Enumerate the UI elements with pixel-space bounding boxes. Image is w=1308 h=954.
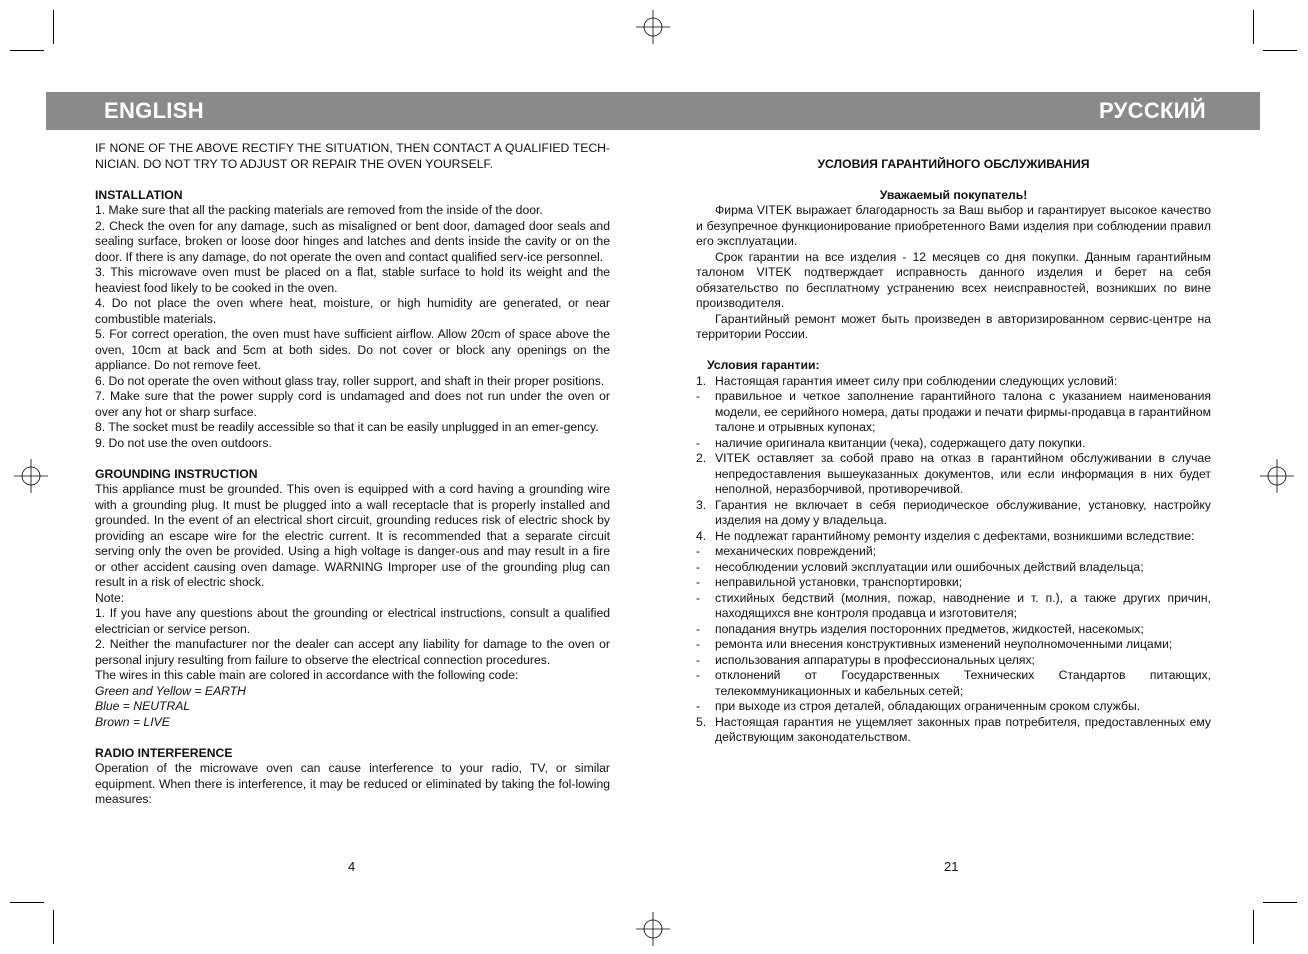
condition-marker: - (696, 590, 701, 605)
condition-text: механических повреждений; (715, 544, 877, 558)
wire-code: Brown = LIVE (95, 714, 170, 729)
condition-item (696, 560, 1211, 576)
english-title: ENGLISH (104, 98, 204, 123)
warranty-greeting: Уважаемый покупатель! (879, 187, 1028, 202)
warranty-paragraph: Срок гарантии на все изделия - 12 месяцев со дня покупки. Данным гарантийным талоном VITEK подтверждает исправность данного изделия и берет на себя обязательство по бесплатному устранению всех неисправностей, возникших по вине производителя. (696, 249, 1211, 310)
condition-text: стихийных бедствий (молния, пожар, наводнение и т. п.), а также других причин, находящихся вне контроля продавца и изготовителя; (715, 590, 1211, 620)
language-header-bar (46, 92, 1260, 130)
condition-marker: - (696, 559, 701, 574)
condition-item (696, 544, 1211, 560)
grounding-heading: GROUNDING INSTRUCTION (95, 466, 258, 481)
installation-item: 9. Do not use the oven outdoors. (95, 435, 272, 450)
registration-mark-icon (636, 912, 670, 946)
radio-body: Operation of the microwave oven can cause interference to your radio, TV, or similar equipment. When there is interference, it may be reduced or eliminated by taking the fol-lowing measures: (95, 761, 610, 806)
condition-text: Настоящая гарантия не ущемляет законных прав потребителя, предоставленных ему действующим законодательством. (715, 714, 1211, 744)
registration-mark-icon (14, 459, 48, 493)
condition-text: при выходе из строя деталей, обладающих ограниченным сроком службы. (715, 699, 1141, 713)
condition-item (696, 637, 1211, 653)
condition-marker: 2. (696, 451, 707, 465)
condition-item (696, 622, 1211, 638)
condition-marker: 4. (696, 528, 707, 543)
condition-marker: - (696, 668, 701, 682)
condition-marker: - (696, 575, 701, 589)
condition-marker: - (696, 389, 701, 403)
condition-item (696, 653, 1211, 669)
condition-text: Настоящая гарантия имеет силу при соблюдении следующих условий: (715, 373, 1118, 388)
crop-mark (10, 902, 44, 903)
installation-item: 5. For correct operation, the oven must have sufficient airflow. Allow 20cm of space above the oven, 10cm at back and 5cm at both sides. Do not cover or block any openings on the appliance. Do not remove feet. (95, 327, 610, 372)
condition-item (696, 699, 1211, 715)
installation-item: 1. Make sure that all the packing materials are removed from the inside of the door. (95, 203, 543, 217)
grounding-body: This appliance must be grounded. This oven is equipped with a cord having a grounding wire with a grounding plug. It must be plugged into a wall receptacle that is properly installed and grounded. In the event of an electrical short circuit, grounding reduces risk of electric shock by providing an escape wire for the electric current. It is recommended that a separate circuit serving only the oven be provided. Using a high voltage is danger-ous and may result in a fire or other accident causing oven damage. WARNING Improper use of the grounding plug can result in a risk of electric shock. (95, 482, 610, 589)
page-number-right: 21 (944, 859, 959, 874)
page-number-left: 4 (348, 859, 356, 874)
crop-mark (10, 50, 44, 51)
condition-marker: - (696, 699, 701, 713)
condition-marker: - (696, 637, 701, 651)
condition-text: Не подлежат гарантийному ремонту изделия с дефектами, возникшими вследствие: (715, 528, 1195, 543)
condition-text: правильное и четкое заполнение гарантийного талона с указанием наименования модели, ее серийного номера, даты продажи и печати фирмы-продавца в гарантийном талоне и отрывных купонах; (715, 389, 1211, 434)
condition-item (696, 374, 1211, 390)
note-label: Note: (95, 590, 125, 605)
wire-code: Blue = NEUTRAL (95, 699, 191, 713)
condition-item (696, 668, 1211, 699)
condition-marker: 3. (696, 497, 707, 512)
warranty-paragraph: Гарантийный ремонт может быть произведен в авторизированном сервис-центре на территории России. (696, 311, 1211, 341)
condition-marker: - (696, 544, 701, 558)
condition-text: несоблюдении условий эксплуатации или ошибочных действий владельца; (715, 559, 1144, 574)
condition-text: наличие оригинала квитанции (чека), содержащего дату покупки. (715, 435, 1086, 450)
radio-heading: RADIO INTERFERENCE (95, 745, 233, 760)
condition-marker: 1. (696, 373, 707, 388)
warranty-paragraph: Фирма VITEK выражает благодарность за Ваш выбор и гарантирует высокое качество и безупречное функционирование приобретенного Вами изделия при соблюдении правил его эксплуатации. (696, 203, 1211, 248)
registration-mark-icon (1260, 459, 1294, 493)
installation-heading: INSTALLATION (95, 187, 183, 202)
condition-item (696, 498, 1211, 529)
grounding-note: 2. Neither the manufacturer nor the dealer can accept any liability for damage to the oven or personal injury resulting from failure to observe the electrical connection procedures. (95, 637, 610, 667)
condition-text: попадания внутрь изделия посторонних предметов, жидкостей, насекомых; (715, 621, 1144, 636)
russian-column (696, 141, 1211, 746)
conditions-list (696, 374, 1211, 746)
condition-text: Гарантия не включает в себя периодическое обслуживание, установку, настройку изделия на дому у владельца. (715, 497, 1211, 527)
condition-text: неправильной установки, транспортировки; (715, 575, 963, 589)
russian-title: РУССКИЙ (1099, 98, 1206, 123)
intro-warning: IF NONE OF THE ABOVE RECTIFY THE SITUATION, THEN CONTACT A QUALIFIED TECH-NICIAN. DO NOT TRY TO ADJUST OR REPAIR THE OVEN YOURSELF. (95, 141, 610, 171)
english-column (95, 141, 610, 808)
registration-mark-icon (636, 10, 670, 44)
conditions-heading: Условия гарантии: (707, 358, 820, 372)
wires-intro: The wires in this cable main are colored in accordance with the following code: (95, 668, 519, 682)
installation-item: 7. Make sure that the power supply cord is undamaged and does not run under the oven or over any hot or sharp surface. (95, 389, 610, 419)
condition-marker: - (696, 435, 701, 450)
condition-item (696, 451, 1211, 498)
condition-text: ремонта или внесения конструктивных изменений неуполномоченными лицами; (715, 637, 1173, 651)
condition-text: отклонений от Государственных Технических Стандартов питающих, телекоммуникационных и кабельных сетей; (715, 668, 1211, 698)
crop-mark (53, 10, 54, 44)
condition-marker: - (696, 652, 701, 667)
installation-item: 8. The socket must be readily accessible so that it can be easily unplugged in an emer-gency. (95, 420, 599, 434)
condition-item (696, 575, 1211, 591)
condition-item (696, 389, 1211, 436)
condition-item (696, 591, 1211, 622)
installation-item: 6. Do not operate the oven without glass tray, roller support, and shaft in their proper positions. (95, 373, 605, 388)
installation-item: 3. This microwave oven must be placed on a flat, stable surface to hold its weight and the heaviest food likely to be cooked in the oven. (95, 265, 610, 295)
condition-item (696, 529, 1211, 545)
condition-item (696, 715, 1211, 746)
condition-item (696, 436, 1211, 452)
crop-mark (1263, 902, 1297, 903)
crop-mark (1263, 50, 1297, 51)
warranty-title: УСЛОВИЯ ГАРАНТИЙНОГО ОБСЛУЖИВАНИЯ (817, 156, 1090, 171)
wire-code: Green and Yellow = EARTH (95, 683, 246, 698)
condition-text: VITEK оставляет за собой право на отказ в гарантийном обслуживании в случае непредоставления вышеуказанных документов, или если информация в них будет неполной, неразборчивой, противоречивой. (715, 451, 1211, 496)
installation-item: 4. Do not place the oven where heat, moisture, or high humidity are generated, or near combustible materials. (95, 296, 610, 326)
crop-mark (1253, 910, 1254, 944)
condition-marker: 5. (696, 714, 707, 729)
crop-mark (1253, 10, 1254, 44)
condition-marker: - (696, 621, 701, 636)
grounding-note: 1. If you have any questions about the grounding or electrical instructions, consult a qualified electrician or service person. (95, 606, 610, 636)
crop-mark (53, 910, 54, 944)
condition-text: использования аппаратуры в профессиональных целях; (715, 652, 1035, 667)
installation-item: 2. Check the oven for any damage, such as misaligned or bent door, damaged door seals and sealing surface, broken or loose door hinges and latches and dents inside the cavity or on the door. If there is any damage, do not operate the oven and contact qualified serv-ice personnel. (95, 218, 610, 264)
